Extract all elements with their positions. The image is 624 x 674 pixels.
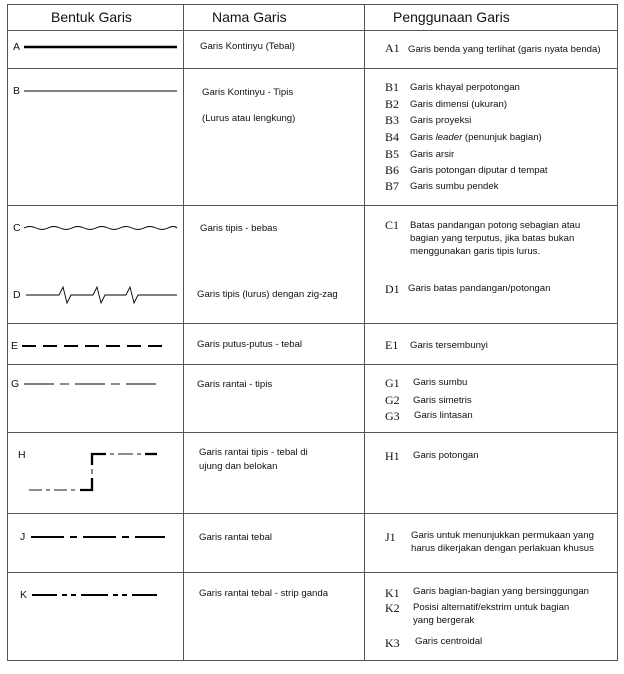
nama-garis-g: Garis rantai - tipis — [197, 379, 273, 390]
use-code: G3 — [385, 409, 400, 423]
header-nama-garis: Nama Garis — [212, 9, 287, 25]
row-letter-k: K — [20, 589, 28, 601]
use-text-line: menggunakan garis tipis lurus. — [410, 246, 541, 257]
row-letter-a: A — [13, 41, 21, 53]
use-text-line: Batas pandangan potong sebagian atau — [410, 220, 581, 231]
use-text-line: Garis untuk menunjukkan permukaan yang — [411, 530, 594, 541]
use-code: B6 — [385, 163, 400, 177]
use-text: Garis arsir — [410, 149, 455, 160]
use-code: B1 — [385, 80, 400, 94]
use-text: Garis potongan — [413, 450, 479, 461]
use-text-line: Posisi alternatif/ekstrim untuk bagian — [413, 602, 570, 613]
use-text-line: bagian yang terputus, jika batas bukan — [410, 233, 575, 244]
use-text: Garis centroidal — [415, 636, 483, 647]
use-code: B3 — [385, 113, 400, 127]
nama-garis-j: Garis rantai tebal — [199, 532, 273, 543]
row-letter-d: D — [13, 289, 21, 301]
use-code: G2 — [385, 393, 400, 407]
use-text-part: Garis — [410, 132, 436, 143]
use-text-line: harus dikerjakan dengan perlakuan khusus — [411, 543, 594, 554]
header-bentuk-garis: Bentuk Garis — [51, 9, 132, 25]
use-text: Garis dimensi (ukuran) — [410, 99, 508, 110]
line-sample-h — [29, 454, 157, 490]
nama-garis-b: Garis Kontinyu - Tipis — [202, 87, 294, 98]
use-code: H1 — [385, 449, 400, 463]
use-code: J1 — [385, 530, 396, 544]
use-text: Garis sumbu pendek — [410, 181, 499, 192]
use-code: B5 — [385, 147, 400, 161]
use-text-part: (penunjuk bagian) — [462, 132, 542, 143]
use-code: D1 — [385, 282, 400, 296]
use-text: Garis potongan diputar d tempat — [410, 165, 548, 176]
nama-garis-a: Garis Kontinyu (Tebal) — [200, 41, 295, 52]
use-code: K1 — [385, 586, 400, 600]
use-code: A1 — [385, 41, 400, 55]
use-text: Garis proyeksi — [410, 115, 472, 126]
use-text: Garis benda yang terlihat (garis nyata benda) — [408, 44, 601, 55]
use-code: K2 — [385, 601, 400, 615]
nama-garis-c: Garis tipis - bebas — [200, 223, 278, 234]
nama-garis-h: Garis rantai tipis - tebal di — [199, 447, 308, 458]
use-text: Garis sumbu — [413, 377, 468, 388]
use-text: Garis lintasan — [414, 410, 473, 421]
header-penggunaan-garis: Penggunaan Garis — [393, 9, 510, 25]
nama-garis-e: Garis putus-putus - tebal — [197, 339, 303, 350]
use-code: G1 — [385, 376, 400, 390]
use-text: Garis tersembunyi — [410, 340, 488, 351]
use-code: B7 — [385, 179, 400, 193]
nama-garis-d: Garis tipis (lurus) dengan zig-zag — [197, 289, 338, 300]
use-text — [410, 131, 542, 144]
use-code: E1 — [385, 338, 399, 352]
row-letter-g: G — [11, 378, 20, 390]
nama-garis-b-note: (Lurus atau lengkung) — [202, 113, 296, 124]
nama-garis-k: Garis rantai tebal - strip ganda — [199, 588, 329, 599]
use-text: Garis khayal perpotongan — [410, 82, 520, 93]
row-letter-c: C — [13, 222, 21, 234]
use-text: Garis batas pandangan/potongan — [408, 283, 551, 294]
use-text-emphasis: leader — [435, 132, 463, 143]
use-code: B4 — [385, 130, 400, 144]
use-code: K3 — [385, 636, 400, 650]
line-sample-d — [26, 287, 177, 303]
row-letter-h: H — [18, 449, 26, 461]
nama-garis-h-2: ujung dan belokan — [199, 461, 278, 472]
use-code: C1 — [385, 218, 400, 232]
use-text: Garis simetris — [413, 395, 472, 406]
use-text: Garis bagian-bagian yang bersinggungan — [413, 586, 590, 597]
row-letter-e: E — [11, 340, 19, 352]
row-letter-j: J — [20, 531, 26, 543]
use-code: B2 — [385, 97, 400, 111]
line-sample-c — [24, 227, 177, 230]
row-letter-b: B — [13, 85, 21, 97]
use-text-line: yang bergerak — [413, 615, 475, 626]
